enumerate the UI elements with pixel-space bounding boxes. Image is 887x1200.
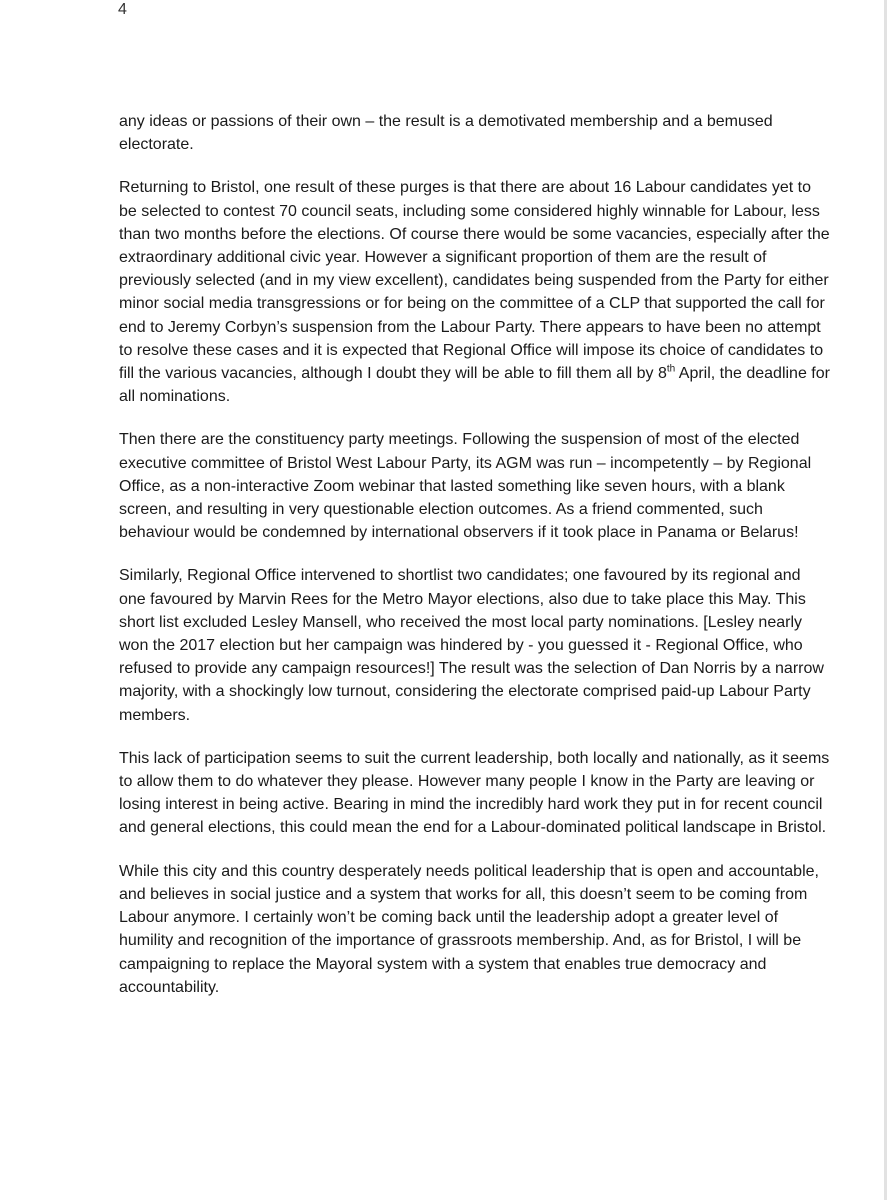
paragraph-1: any ideas or passions of their own – the result is a demotivated membership and a bemused electorate.	[119, 113, 773, 154]
document-body	[119, 110, 831, 1019]
paragraph-2-tail: April, the deadline for all nominations.	[119, 365, 830, 406]
page-number: 4	[118, 1, 127, 18]
paragraph-5: This lack of participation seems to suit the current leadership, both locally and nationally, as it seems to allow them to do whatever they please. However many people I know in the Party are leaving or losing interest in being active. Bearing in mind the incredibly hard work they put in for recent council and general elections, this could mean the end for a Labour-dominated political landscape in Bristol.	[119, 749, 830, 837]
paragraph-2	[119, 176, 831, 408]
paragraph-3: Then there are the constituency party meetings. Following the suspension of most of the elected executive committee of Bristol West Labour Party, its AGM was run – incompetently – by Regional Office, as a non-interactive Zoom webinar that lasted something like seven hours, with a blank screen, and resulting in very questionable election outcomes. As a friend commented, such behaviour would be condemned by international observers if it took place in Panama or Belarus!	[119, 431, 812, 542]
paragraph-6: While this city and this country desperately needs political leadership that is open and accountable, and believes in social justice and a system that works for all, this doesn’t seem to be coming from Labour anymore. I certainly won’t be coming back until the leadership adopt a greater level of humility and recognition of the importance of grassroots membership. And, as for Bristol, I will be campaigning to replace the Mayoral system with a system that enables true democracy and accountability.	[119, 862, 819, 996]
ordinal-superscript: th	[666, 363, 676, 375]
paragraph-4: Similarly, Regional Office intervened to shortlist two candidates; one favoured by its regional and one favoured by Marvin Rees for the Metro Mayor elections, also due to take place this May. This short list excluded Lesley Mansell, who received the most local party nominations. [Lesley nearly won the 2017 election but her campaign was hindered by - you guessed it - Regional Office, who refused to provide any campaign resources!] The result was the selection of Dan Norris by a narrow majority, with a shockingly low turnout, considering the electorate comprised paid-up Labour Party members.	[119, 567, 824, 724]
paragraph-2-text: Returning to Bristol, one result of these purges is that there are about 16 Labour candidates yet to be selected to contest 70 council seats, including some considered highly winnable for Labour, less than two months before the elections. Of course there would be some vacancies, especially after the extraordinary additional civic year. However a significant proportion of them are the result of previously selected (and in my view excellent), candidates being suspended from the Party for either minor social media transgressions or for being on the committee of a CLP that supported the call for end to Jeremy Corbyn’s suspension from the Labour Party. There appears to have been no attempt to resolve these cases and it is expected that Regional Office will impose its choice of candidates to fill the various vacancies, although I doubt they will be able to fill them all by 8	[119, 179, 830, 383]
